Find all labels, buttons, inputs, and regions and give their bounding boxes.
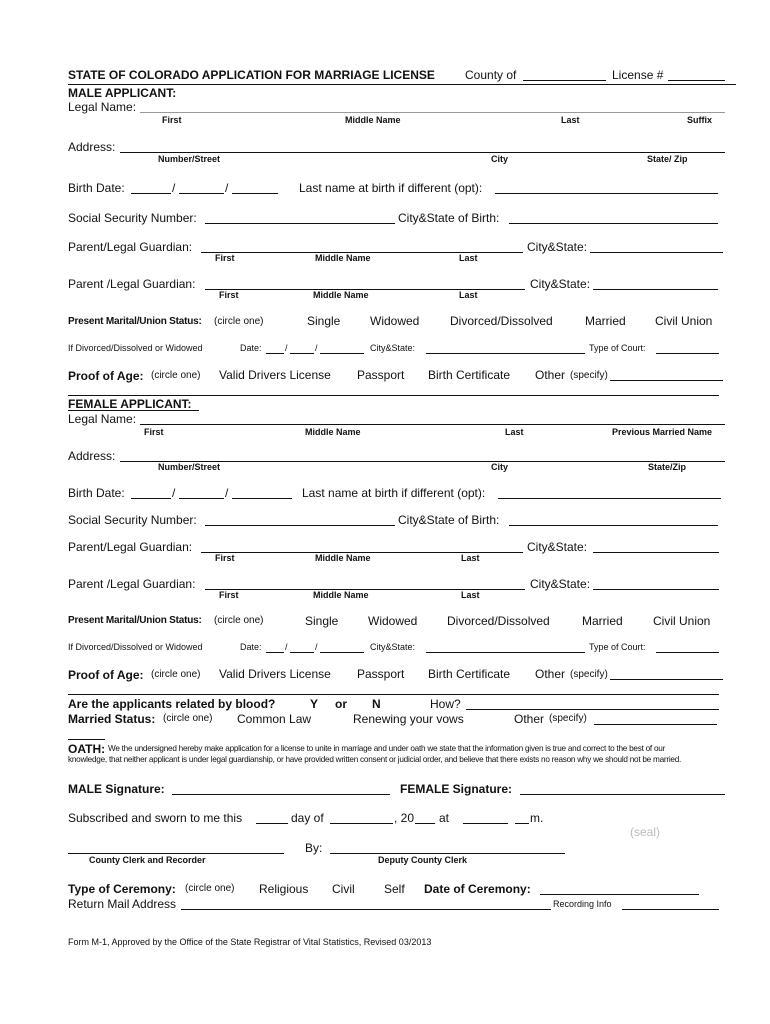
date-slash: /	[315, 642, 318, 652]
female-marital-circle-one: (circle one)	[214, 615, 264, 626]
male-signature-field[interactable]	[172, 794, 390, 795]
date-slash: /	[225, 486, 229, 500]
sworn-day-field[interactable]	[256, 823, 288, 824]
male-guardian1-city-state-field[interactable]	[590, 252, 723, 253]
female-divorced-label: If Divorced/Dissolved or Widowed	[68, 642, 203, 652]
male-guardian1-middle-caption: Middle Name	[315, 253, 371, 263]
male-divorce-city-state-label: City&State:	[370, 343, 416, 353]
female-first-caption: First	[144, 427, 164, 437]
female-divorce-day-field[interactable]	[290, 652, 314, 653]
male-proof-specify: (specify)	[570, 370, 608, 381]
male-guardian1-city-state-label: City&State:	[527, 240, 588, 254]
male-legal-name-field[interactable]	[140, 112, 725, 113]
male-guardian2-last-caption: Last	[459, 290, 478, 300]
sworn-year-label: , 20	[394, 811, 415, 825]
male-guardian1-label: Parent/Legal Guardian:	[68, 240, 193, 254]
oath-label: OATH:	[68, 742, 106, 756]
female-proof-birth-cert[interactable]: Birth Certificate	[428, 667, 511, 681]
female-divorce-date-label: Date:	[240, 642, 262, 652]
male-proof-label: Proof of Age:	[68, 369, 144, 383]
ceremony-date-label: Date of Ceremony:	[424, 882, 531, 896]
male-birth-date-label: Birth Date:	[68, 181, 125, 195]
male-birth-day-field[interactable]	[179, 193, 224, 194]
male-proof-passport[interactable]: Passport	[357, 368, 405, 382]
license-label: License #	[612, 68, 664, 82]
section-divider	[68, 395, 719, 396]
ceremony-circle-one: (circle one)	[185, 883, 235, 894]
related-or: or	[335, 697, 347, 711]
related-yes[interactable]: Y	[310, 697, 319, 711]
female-marital-widowed[interactable]: Widowed	[368, 614, 418, 628]
married-status-other-field[interactable]	[594, 724, 717, 725]
return-mail-label: Return Mail Address	[68, 897, 177, 911]
married-status-common-law[interactable]: Common Law	[237, 712, 312, 726]
male-city-state-birth-field[interactable]	[509, 223, 718, 224]
male-birth-month-field[interactable]	[131, 193, 171, 194]
sworn-time-field[interactable]	[463, 823, 508, 824]
female-last-name-birth-label: Last name at birth if different (opt):	[302, 486, 486, 500]
male-city-caption: City	[491, 154, 509, 164]
female-marital-label: Present Marital/Union Status:	[68, 615, 202, 626]
female-guardian2-city-state-label: City&State:	[530, 577, 591, 591]
male-legal-name-label: Legal Name:	[68, 100, 137, 114]
female-city-caption: City	[491, 462, 509, 472]
ceremony-date-field[interactable]	[540, 894, 699, 895]
married-status-renewing[interactable]: Renewing your vows	[353, 712, 464, 726]
female-proof-other[interactable]: Other	[535, 667, 566, 681]
female-guardian2-first-caption: First	[219, 590, 239, 600]
female-guardian2-last-caption: Last	[461, 590, 480, 600]
male-court-label: Type of Court:	[589, 343, 646, 353]
male-marital-divorced[interactable]: Divorced/Dissolved	[450, 314, 553, 328]
ceremony-civil[interactable]: Civil	[332, 882, 355, 896]
male-marital-widowed[interactable]: Widowed	[370, 314, 420, 328]
county-clerk-caption: County Clerk and Recorder	[89, 855, 206, 865]
date-slash: /	[225, 181, 229, 195]
male-guardian2-middle-caption: Middle Name	[313, 290, 369, 300]
female-legal-name-field[interactable]	[140, 424, 725, 425]
short-rule	[68, 739, 105, 740]
sworn-day-of-label: day of	[291, 811, 324, 825]
male-address-field[interactable]	[120, 152, 725, 153]
female-guardian1-first-caption: First	[215, 553, 235, 563]
ceremony-self[interactable]: Self	[384, 882, 405, 896]
male-marital-circle-one: (circle one)	[214, 316, 264, 327]
female-guardian1-city-state-field[interactable]	[593, 552, 719, 553]
male-marital-civil-union[interactable]: Civil Union	[655, 314, 713, 328]
female-city-state-birth-field[interactable]	[509, 525, 718, 526]
recording-info-field[interactable]	[622, 909, 719, 910]
female-marital-single[interactable]: Single	[305, 614, 339, 628]
male-guardian1-first-caption: First	[215, 253, 235, 263]
ceremony-religious[interactable]: Religious	[259, 882, 309, 896]
female-marital-civil-union[interactable]: Civil Union	[653, 614, 711, 628]
male-proof-other[interactable]: Other	[535, 368, 566, 382]
male-address-label: Address:	[68, 140, 116, 154]
male-proof-other-field[interactable]	[610, 380, 723, 381]
female-proof-license[interactable]: Valid Drivers License	[219, 667, 331, 681]
male-divorce-city-state-field[interactable]	[426, 353, 585, 354]
sworn-month-field[interactable]	[330, 823, 393, 824]
deputy-clerk-caption: Deputy County Clerk	[378, 855, 468, 865]
female-legal-name-label: Legal Name:	[68, 412, 137, 426]
female-birth-year-field[interactable]	[232, 498, 292, 499]
recording-info-label: Recording Info	[553, 899, 612, 909]
married-status-other[interactable]: Other	[514, 712, 545, 726]
section-divider	[68, 694, 719, 695]
seal-placeholder: (seal)	[630, 825, 661, 839]
female-last-name-birth-field[interactable]	[498, 498, 721, 499]
male-section-title: MALE APPLICANT:	[68, 86, 177, 100]
male-divorce-day-field[interactable]	[290, 353, 314, 354]
male-marital-married[interactable]: Married	[585, 314, 626, 328]
female-proof-specify: (specify)	[570, 669, 608, 680]
male-middle-caption: Middle Name	[345, 115, 401, 125]
female-proof-other-field[interactable]	[610, 679, 723, 680]
female-proof-label: Proof of Age:	[68, 668, 144, 682]
deputy-clerk-signature-field[interactable]	[330, 853, 565, 854]
ceremony-type-label: Type of Ceremony:	[68, 882, 176, 896]
female-divorce-month-field[interactable]	[266, 652, 284, 653]
female-birth-month-field[interactable]	[131, 498, 171, 499]
female-guardian2-middle-caption: Middle Name	[313, 590, 369, 600]
female-guardian2-city-state-field[interactable]	[593, 589, 719, 590]
male-city-state-birth-label: City&State of Birth:	[398, 211, 500, 225]
female-guardian1-label: Parent/Legal Guardian:	[68, 540, 193, 554]
female-divorce-year-field[interactable]	[320, 652, 364, 653]
married-status-circle-one: (circle one)	[163, 713, 213, 724]
female-street-caption: Number/Street	[158, 462, 221, 472]
header-rule	[68, 84, 736, 85]
female-birth-day-field[interactable]	[179, 498, 224, 499]
female-birth-date-label: Birth Date:	[68, 486, 125, 500]
female-middle-caption: Middle Name	[305, 427, 361, 437]
oath-text-line2: knowledge, that neither applicant is under legal guardianship, or have provided written consent or judicial order, and believe that there exists no reason why we should not be married.	[68, 755, 682, 764]
date-slash: /	[172, 181, 176, 195]
female-guardian1-last-caption: Last	[461, 553, 480, 563]
male-proof-birth-cert[interactable]: Birth Certificate	[428, 368, 511, 382]
female-marital-divorced[interactable]: Divorced/Dissolved	[447, 614, 550, 628]
by-label: By:	[305, 841, 323, 855]
female-address-label: Address:	[68, 449, 116, 463]
related-how-field[interactable]	[466, 709, 719, 710]
county-field[interactable]	[523, 80, 606, 81]
sworn-m-label: m.	[530, 811, 544, 825]
female-ssn-field[interactable]	[205, 525, 395, 526]
female-signature-label: FEMALE Signature:	[400, 782, 513, 796]
male-proof-circle-one: (circle one)	[151, 370, 201, 381]
male-divorce-date-label: Date:	[240, 343, 262, 353]
male-guardian2-city-state-field[interactable]	[593, 289, 718, 290]
female-title-underline	[68, 410, 199, 411]
county-clerk-signature-field[interactable]	[68, 853, 284, 854]
oath-text-line1: We the undersigned hereby make application for a license to unite in marriage and under oath we state that the information given is true and correct to the best of our	[108, 744, 666, 753]
female-divorce-city-state-label: City&State:	[370, 642, 416, 652]
male-ssn-field[interactable]	[205, 223, 395, 224]
female-court-field[interactable]	[656, 652, 719, 653]
male-suffix-caption: Suffix	[687, 115, 713, 125]
female-guardian1-middle-caption: Middle Name	[315, 553, 371, 563]
female-marital-married[interactable]: Married	[582, 614, 623, 628]
female-divorce-city-state-field[interactable]	[426, 652, 585, 653]
female-ssn-label: Social Security Number:	[68, 513, 197, 527]
female-prev-name-caption: Previous Married Name	[612, 427, 713, 437]
female-proof-passport[interactable]: Passport	[357, 667, 405, 681]
return-mail-field[interactable]	[181, 909, 551, 910]
sworn-ampm-field[interactable]	[515, 823, 529, 824]
male-street-caption: Number/Street	[158, 154, 221, 164]
female-state-caption: State/Zip	[648, 462, 687, 472]
date-slash: /	[285, 642, 288, 652]
male-court-field[interactable]	[656, 353, 719, 354]
male-guardian2-first-caption: First	[219, 290, 239, 300]
county-label: County of	[465, 68, 517, 82]
male-last-caption: Last	[561, 115, 580, 125]
married-status-label: Married Status:	[68, 712, 156, 726]
male-last-name-birth-field[interactable]	[495, 193, 718, 194]
female-proof-circle-one: (circle one)	[151, 669, 201, 680]
form-footer: Form M-1, Approved by the Office of the State Registrar of Vital Statistics, Revised 03/2013	[68, 937, 432, 947]
married-status-specify: (specify)	[549, 713, 587, 724]
male-ssn-label: Social Security Number:	[68, 211, 197, 225]
male-divorce-month-field[interactable]	[266, 353, 284, 354]
male-birth-year-field[interactable]	[232, 193, 278, 194]
male-last-name-birth-label: Last name at birth if different (opt):	[299, 181, 483, 195]
form-title: STATE OF COLORADO APPLICATION FOR MARRIAGE LICENSE	[68, 68, 435, 82]
male-signature-label: MALE Signature:	[68, 782, 165, 796]
female-guardian2-label: Parent /Legal Guardian:	[68, 577, 196, 591]
male-proof-license[interactable]: Valid Drivers License	[219, 368, 331, 382]
sworn-label: Subscribed and sworn to me this	[68, 811, 243, 825]
female-section-title: FEMALE APPLICANT:	[68, 397, 192, 411]
related-no[interactable]: N	[372, 697, 381, 711]
related-question: Are the applicants related by blood?	[68, 697, 276, 711]
female-city-state-birth-label: City&State of Birth:	[398, 513, 500, 527]
male-guardian2-city-state-label: City&State:	[530, 277, 591, 291]
related-how-label: How?	[430, 697, 461, 711]
date-slash: /	[172, 486, 176, 500]
female-signature-field[interactable]	[520, 794, 725, 795]
date-slash: /	[285, 343, 288, 353]
male-divorced-label: If Divorced/Dissolved or Widowed	[68, 343, 203, 353]
license-field[interactable]	[668, 80, 725, 81]
female-last-caption: Last	[505, 427, 524, 437]
male-guardian1-last-caption: Last	[459, 253, 478, 263]
date-slash: /	[315, 343, 318, 353]
male-guardian2-label: Parent /Legal Guardian:	[68, 277, 196, 291]
male-state-caption: State/ Zip	[647, 154, 688, 164]
sworn-year-field[interactable]	[415, 823, 435, 824]
male-divorce-year-field[interactable]	[320, 353, 364, 354]
male-first-caption: First	[162, 115, 182, 125]
sworn-at-label: at	[439, 811, 450, 825]
female-guardian1-city-state-label: City&State:	[527, 540, 588, 554]
female-court-label: Type of Court:	[589, 642, 646, 652]
male-marital-single[interactable]: Single	[307, 314, 341, 328]
male-marital-label: Present Marital/Union Status:	[68, 316, 202, 327]
